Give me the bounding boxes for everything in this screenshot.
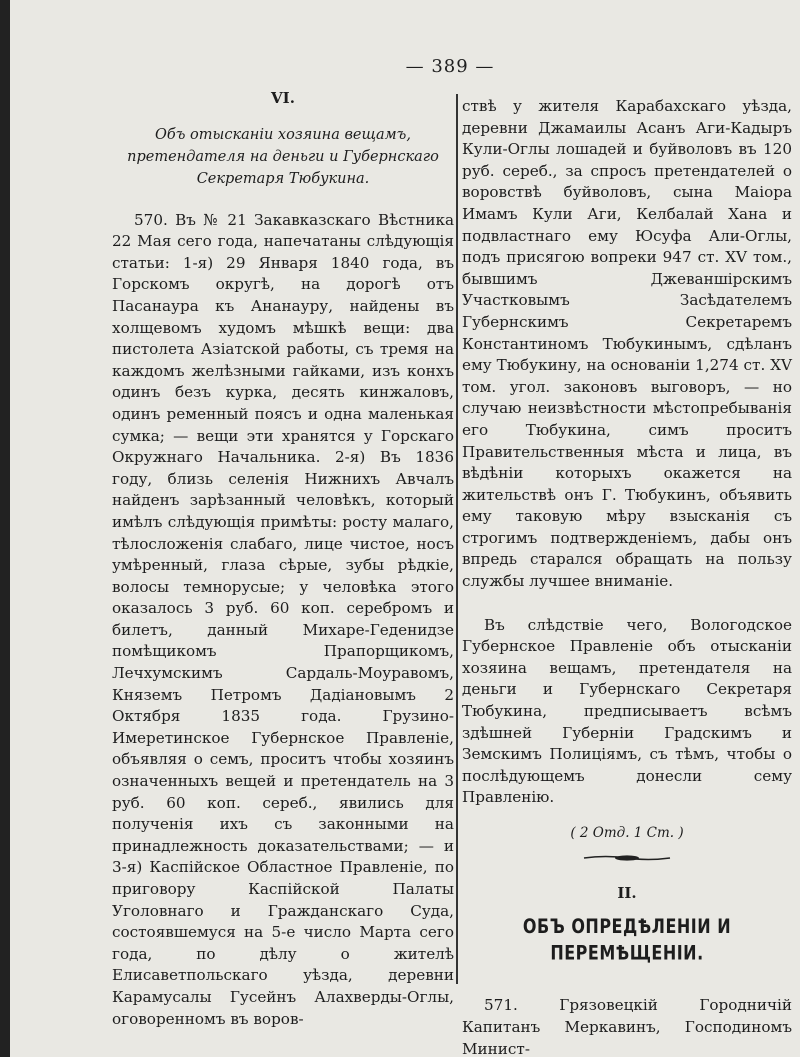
page-number: — 389 — — [405, 56, 495, 77]
right-column — [462, 96, 792, 1057]
column-divider — [456, 94, 458, 984]
section-title: Объ отысканіи хозяина вещамъ, претендателя на деньги и Губернскаго Секретаря Тюбукина. — [127, 126, 439, 187]
conclusion-paragraph: Въ слѣдствіе чего, Вологодское Губернское Правленіе объ отысканіи хозяина вещамъ, претендателя на деньги и Губернскаго Секретаря Тюбукина, предписываетъ всѣмъ здѣшней Губерніи Градскимъ и Земскимъ Полиціямъ, съ тѣмъ, чтобы о послѣдующемъ донесли сему Правленію. — [462, 615, 792, 807]
article-paragraph-continued: ствѣ у жителя Карабахскаго уѣзда, деревни Джамаилы Асанъ Аги-Кадыръ Кули-Оглы лошадей и буйволовъ въ 120 руб. сереб., за спросъ претендателей о воровствѣ буйволовъ, сына Маіора Имамъ Кули Аги, Келбалай Хана и подвластнаго ему Юсуфа Али-Оглы, подъ присягою вопреки 947 ст. XV том., бывшимъ Джеваншірскимъ Участковымъ Засѣдателемъ Губернскимъ Секретаремъ Константиномъ Тюбукинымъ, сдѣланъ ему Тюбукину, на основаніи 1,274 ст. XV том. угол. законовъ выговоръ, — но случаю неизвѣстности мѣстопребыванія его Тюбукина, симъ проситъ Правительственныя мѣста и лица, въ вѣдѣніи которыхъ окажется на жительствѣ онъ Г. Тюбукинъ, объявить ему таковую мѣру взысканія съ строгимъ подтвержденіемъ, дабы онъ впредь старался обращать на пользу службы лучшее вниманіе. — [462, 97, 792, 591]
part-title: ОБЪ ОПРЕДѢЛЕНІИ И ПЕРЕМѢЩЕНІИ. — [522, 915, 732, 964]
part-numeral: II. — [617, 883, 637, 902]
article-paragraph: 570. Въ № 21 Закавказскаго Вѣстника 22 Мая сего года, напечатаны слѣдующія статьи: 1-я) 29 Января 1840 года, въ Горскомъ округѣ, на дорогѣ отъ Пасанаура къ Ананауру, найдены въ холщевомъ худомъ мѣшкѣ вещи: два пистолета Азіатской работы, съ тремя на каждомъ желѣзными гайками, изъ конхъ одинъ безъ курка, десять кинжаловъ, одинъ ременный поясъ и одна маленькая сумка; — вещи эти хранятся у Горскаго Окружнаго Начальника. 2-я) Въ 1836 году, близь селенія Нижнихъ Авчалъ найденъ зарѣзанный человѣкъ, который имѣлъ слѣдующія примѣты: росту малаго, тѣлосложенія слабаго, лице чистое, носъ умѣренный, глаза сѣрые, зубы рѣдкіе, волосы темнорусые; у человѣка этого оказалось 3 руб. 60 коп. серебромъ и билетъ, данный Михаре-Геденидзе помѣщикомъ Прапорщикомъ, Лечхумскимъ Сардаль-Моуравомъ, Княземъ Петромъ Дадіановымъ 2 Октября 1835 года. Грузино-Имеретинское Губернское Правленіе, объявляя о семъ, проситъ чтобы хозяинъ означенныхъ вещей и претендатель на 3 руб. 60 коп. сереб., явились для полученія ихъ съ законными на принадлежность доказательствами; — и 3-я) Каспійское Областное Правленіе, по приговору Каспійской Палаты Уголовнаго и Гражданскаго Суда, состоявшемуся на 5-е число Марта сего года, по дѣлу о жителѣ Елисаветпольскаго уѣзда, деревни Карамусалы Гусейнъ Алахверды-Оглы, оговоренномъ въ воров- — [112, 210, 454, 1028]
page-edge-shadow — [0, 0, 10, 1057]
left-column — [112, 88, 454, 1030]
appointment-paragraph: 571. Грязовецкій Городничій Капитанъ Меркавинъ, Господиномъ Минист- — [462, 996, 792, 1057]
source-reference: ( 2 Отд. 1 Ст. ) — [570, 825, 684, 841]
section-numeral: VI. — [271, 89, 295, 107]
paragraph-gap — [462, 593, 792, 615]
ornament-divider — [582, 853, 672, 863]
